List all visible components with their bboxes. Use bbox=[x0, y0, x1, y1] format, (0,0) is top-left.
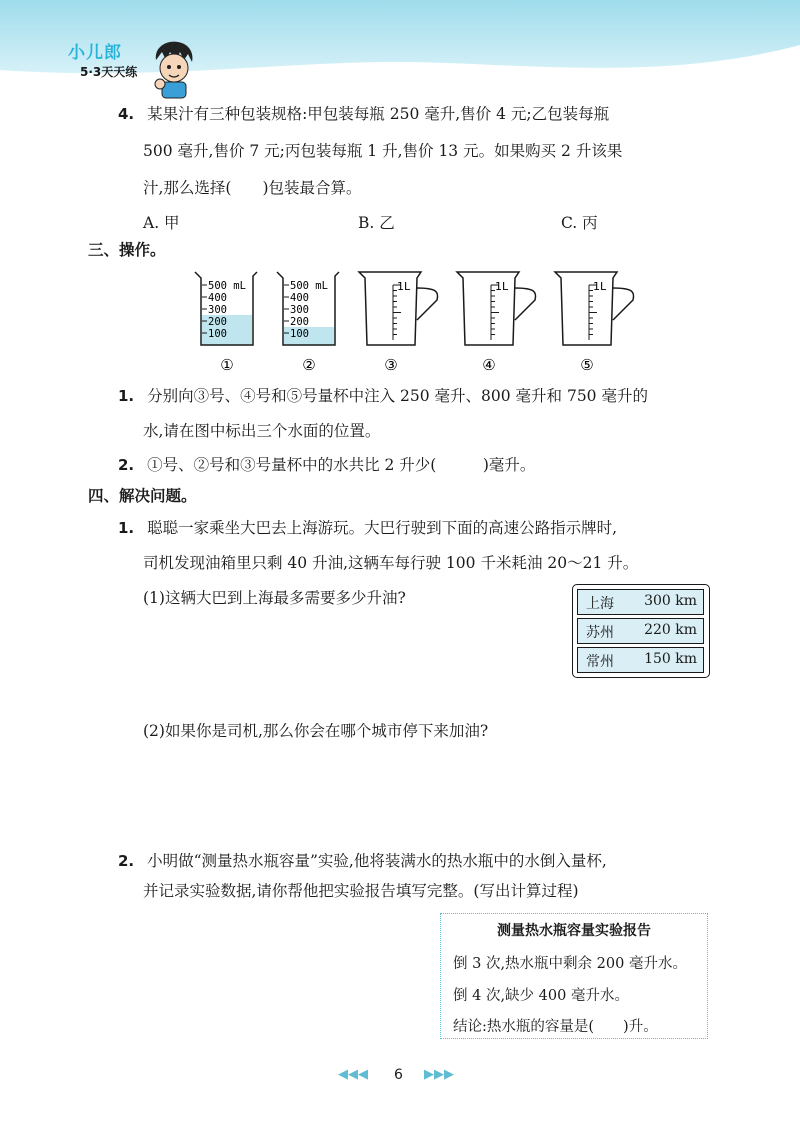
beaker-1 bbox=[195, 272, 257, 345]
section-3-title: 三、操作。 bbox=[88, 241, 166, 259]
measuring-cup-5 bbox=[555, 272, 634, 345]
measuring-cup-4 bbox=[457, 272, 536, 345]
experiment-report-box bbox=[440, 913, 708, 1039]
s4-q2-line-2: 并记录实验数据,请你帮他把实验报告填写完整。(写出计算过程) bbox=[143, 882, 579, 900]
table-row: 常州 150 km bbox=[577, 647, 704, 673]
next-page-arrows-icon: ▶▶▶ bbox=[424, 1067, 454, 1082]
mascot-boy-icon bbox=[148, 40, 198, 100]
s4-q1-sub-2: (2)如果你是司机,那么你会在哪个城市停下来加油? bbox=[143, 722, 489, 740]
cup-body bbox=[555, 272, 617, 345]
s4-q1-line-1: 1. 聪聪一家乘坐大巴去上海游玩。大巴行驶到下面的高速公路指示牌时, bbox=[118, 519, 618, 537]
figure-label-2: ② bbox=[302, 356, 316, 374]
page-number: 6 bbox=[394, 1067, 403, 1083]
s3-q1-number: 1. bbox=[118, 387, 135, 405]
cup-capacity-label: 1L bbox=[495, 280, 509, 293]
table-row: 上海 300 km bbox=[577, 589, 704, 615]
figure-label-3: ③ bbox=[384, 356, 398, 374]
scale-label: 100 bbox=[208, 328, 227, 340]
q4-option-b: B. 乙 bbox=[358, 214, 395, 232]
scale-label: 400 bbox=[208, 292, 227, 304]
s3-q2-number: 2. bbox=[118, 456, 135, 474]
prev-page-arrows-icon: ◀◀◀ bbox=[338, 1067, 368, 1082]
s4-q2-number: 2. bbox=[118, 852, 135, 870]
q4-option-a: A. 甲 bbox=[143, 214, 180, 232]
scale-label: 100 bbox=[290, 328, 309, 340]
s3-q1-line-2: 水,请在图中标出三个水面的位置。 bbox=[143, 422, 381, 440]
brand-title: 小儿郎 bbox=[68, 43, 122, 63]
s4-q1-line-2: 司机发现油箱里只剩 40 升油,这辆车每行驶 100 千米耗油 20～21 升。 bbox=[143, 554, 639, 572]
table-row: 苏州 220 km bbox=[577, 618, 704, 644]
s3-q2: 2. ①号、②号和③号量杯中的水共比 2 升少( )毫升。 bbox=[118, 456, 536, 474]
scale-label: 200 bbox=[290, 316, 309, 328]
measuring-cup-3 bbox=[359, 272, 438, 345]
s3-q1-line-1: 1. 分别向③号、④号和⑤号量杯中注入 250 毫升、800 毫升和 750 毫升的 bbox=[118, 387, 648, 405]
figure-label-1: ① bbox=[220, 356, 234, 374]
figure-label-5: ⑤ bbox=[580, 356, 594, 374]
beaker-2 bbox=[277, 272, 339, 345]
s4-q1-number: 1. bbox=[118, 519, 135, 537]
scale-label: 200 bbox=[208, 316, 227, 328]
report-line-3: 结论:热水瓶的容量是( )升。 bbox=[453, 1019, 658, 1035]
q4-number: 4. bbox=[118, 105, 135, 123]
brand-subtitle: 5·3天天练 bbox=[80, 65, 138, 79]
report-title: 测量热水瓶容量实验报告 bbox=[497, 923, 651, 939]
cup-capacity-label: 1L bbox=[593, 280, 607, 293]
q4-line-2: 500 毫升,售价 7 元;丙包装每瓶 1 升,售价 13 元。如果购买 2 升该果 bbox=[143, 142, 623, 160]
measuring-cups-figure bbox=[193, 270, 643, 380]
cup-capacity-label: 1L bbox=[397, 280, 411, 293]
section-4-title: 四、解决问题。 bbox=[88, 487, 197, 505]
report-line-1: 倒 3 次,热水瓶中剩余 200 毫升水。 bbox=[453, 956, 687, 972]
s4-q1-sub-1: (1)这辆大巴到上海最多需要多少升油? bbox=[143, 589, 406, 607]
scale-label: 300 bbox=[290, 304, 309, 316]
highway-sign-table bbox=[572, 584, 710, 678]
figure-label-4: ④ bbox=[482, 356, 496, 374]
scale-label: 300 bbox=[208, 304, 227, 316]
cup-handle bbox=[417, 288, 438, 320]
cup-body bbox=[457, 272, 519, 345]
s4-q2-line-1: 2. 小明做“测量热水瓶容量”实验,他将装满水的热水瓶中的水倒入量杯, bbox=[118, 852, 607, 870]
scale-label: 400 bbox=[290, 292, 309, 304]
cup-body bbox=[359, 272, 421, 345]
scale-label: 500 mL bbox=[208, 280, 246, 292]
cup-handle bbox=[613, 288, 634, 320]
report-line-2: 倒 4 次,缺少 400 毫升水。 bbox=[453, 988, 629, 1004]
q4-line-3: 汁,那么选择( )包装最合算。 bbox=[143, 179, 362, 197]
scale-label: 500 mL bbox=[290, 280, 328, 292]
cup-handle bbox=[515, 288, 536, 320]
q4-line-1: 4. 某果汁有三种包装规格:甲包装每瓶 250 毫升,售价 4 元;乙包装每瓶 bbox=[118, 105, 610, 123]
q4-option-c: C. 丙 bbox=[561, 214, 598, 232]
